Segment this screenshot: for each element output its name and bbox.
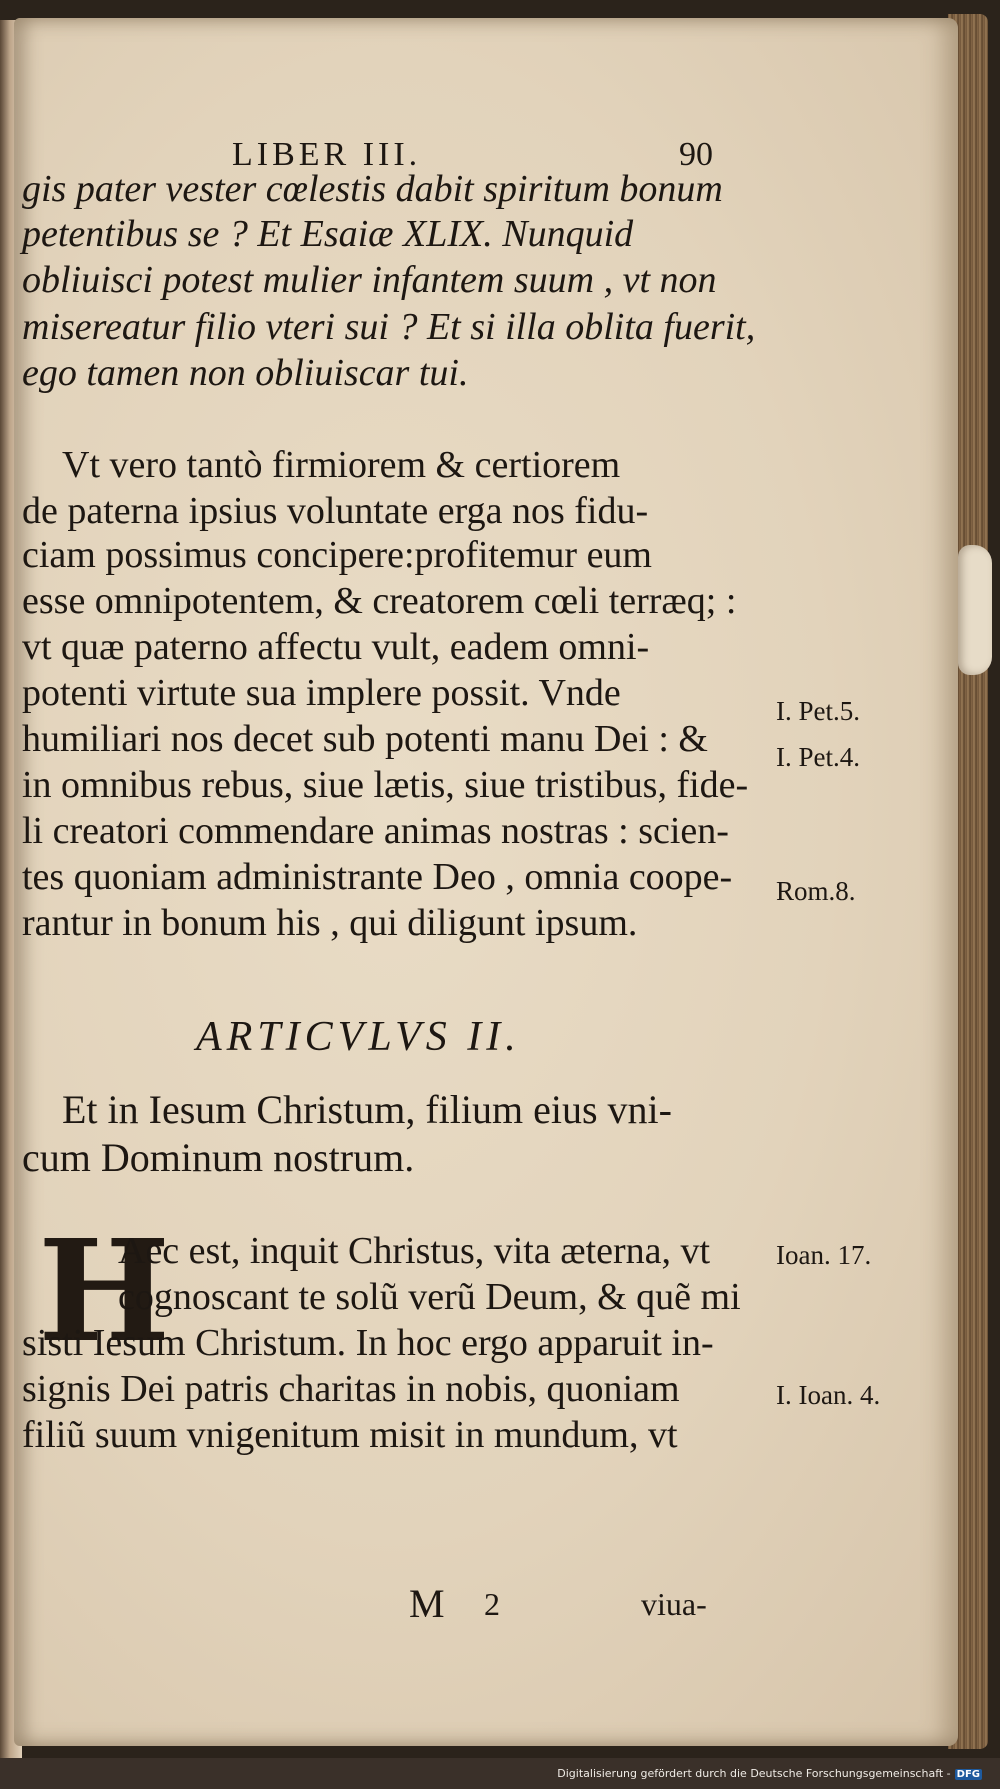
margin-note: Rom.8.: [776, 876, 856, 906]
text-line: ego tamen non obliuiscar tui.: [22, 352, 469, 394]
text-line: sisti Iesum Christum. In hoc ergo apparuit in-: [22, 1322, 714, 1364]
signature-mark: M: [409, 1581, 445, 1626]
text-line: misereatur filio vteri sui ? Et si illa oblita fuerit,: [22, 306, 756, 348]
dfg-logo: DFG: [956, 1769, 980, 1780]
text-line: in omnibus rebus, siue lætis, siue tristibus, fide-: [22, 764, 749, 806]
margin-note: I. Ioan. 4.: [776, 1380, 881, 1410]
text-line: Et in Iesum Christum, filium eius vni-: [62, 1087, 672, 1132]
text-line: filiũ suum vnigenitum misit in mundum, vt: [22, 1414, 678, 1456]
page-number: 90: [679, 136, 713, 173]
catchword: viua-: [641, 1586, 707, 1622]
text-line: ciam possimus concipere:profitemur eum: [22, 534, 652, 576]
text-line: tes quoniam administrante Deo , omnia coope-: [22, 856, 733, 898]
credit-text: Digitalisierung gefördert durch die Deutsche Forschungsgemeinschaft -: [557, 1767, 951, 1780]
margin-note: I. Pet.4.: [776, 742, 860, 772]
text-line: rantur in bonum his , qui diligunt ipsum.: [22, 902, 638, 944]
text-line: de paterna ipsius voluntate erga nos fidu-: [22, 490, 649, 532]
text-line: vt quæ paterno affectu vult, eadem omni-: [22, 626, 650, 668]
text-line: humiliari nos decet sub potenti manu Dei : &: [22, 718, 708, 760]
page-tab: [958, 545, 992, 675]
text-line: signis Dei patris charitas in nobis, quoniam: [22, 1368, 680, 1410]
signature-number: 2: [484, 1586, 500, 1622]
digitization-credit: [557, 1767, 982, 1780]
running-head: LIBER III.: [232, 136, 422, 173]
text-line: potenti virtute sua implere possit. Vnde: [22, 672, 621, 714]
text-line: Vt vero tantò firmiorem & certiorem: [62, 444, 621, 486]
book-page: [14, 18, 958, 1746]
margin-note: I. Pet.5.: [776, 696, 860, 726]
text-line: obliuisci potest mulier infantem suum , vt non: [22, 259, 717, 301]
text-line: cognoscant te solũ verũ Deum, & quẽ mi: [118, 1276, 741, 1318]
margin-note: Ioan. 17.: [776, 1240, 872, 1270]
article-heading: ARTICVLVS II.: [196, 1014, 521, 1060]
text-line: li creatori commendare animas nostras : scien-: [22, 810, 729, 852]
text-line: Aec est, inquit Christus, vita æterna, vt: [118, 1230, 711, 1272]
text-line: gis pater vester cœlestis dabit spiritum bonum: [22, 168, 723, 210]
text-line: esse omnipotentem, & creatorem cœli terræq; :: [22, 580, 737, 622]
text-line: petentibus se ? Et Esaiæ XLIX. Nunquid: [22, 213, 634, 255]
drop-cap: H: [38, 1210, 171, 1374]
text-line: cum Dominum nostrum.: [22, 1135, 415, 1180]
